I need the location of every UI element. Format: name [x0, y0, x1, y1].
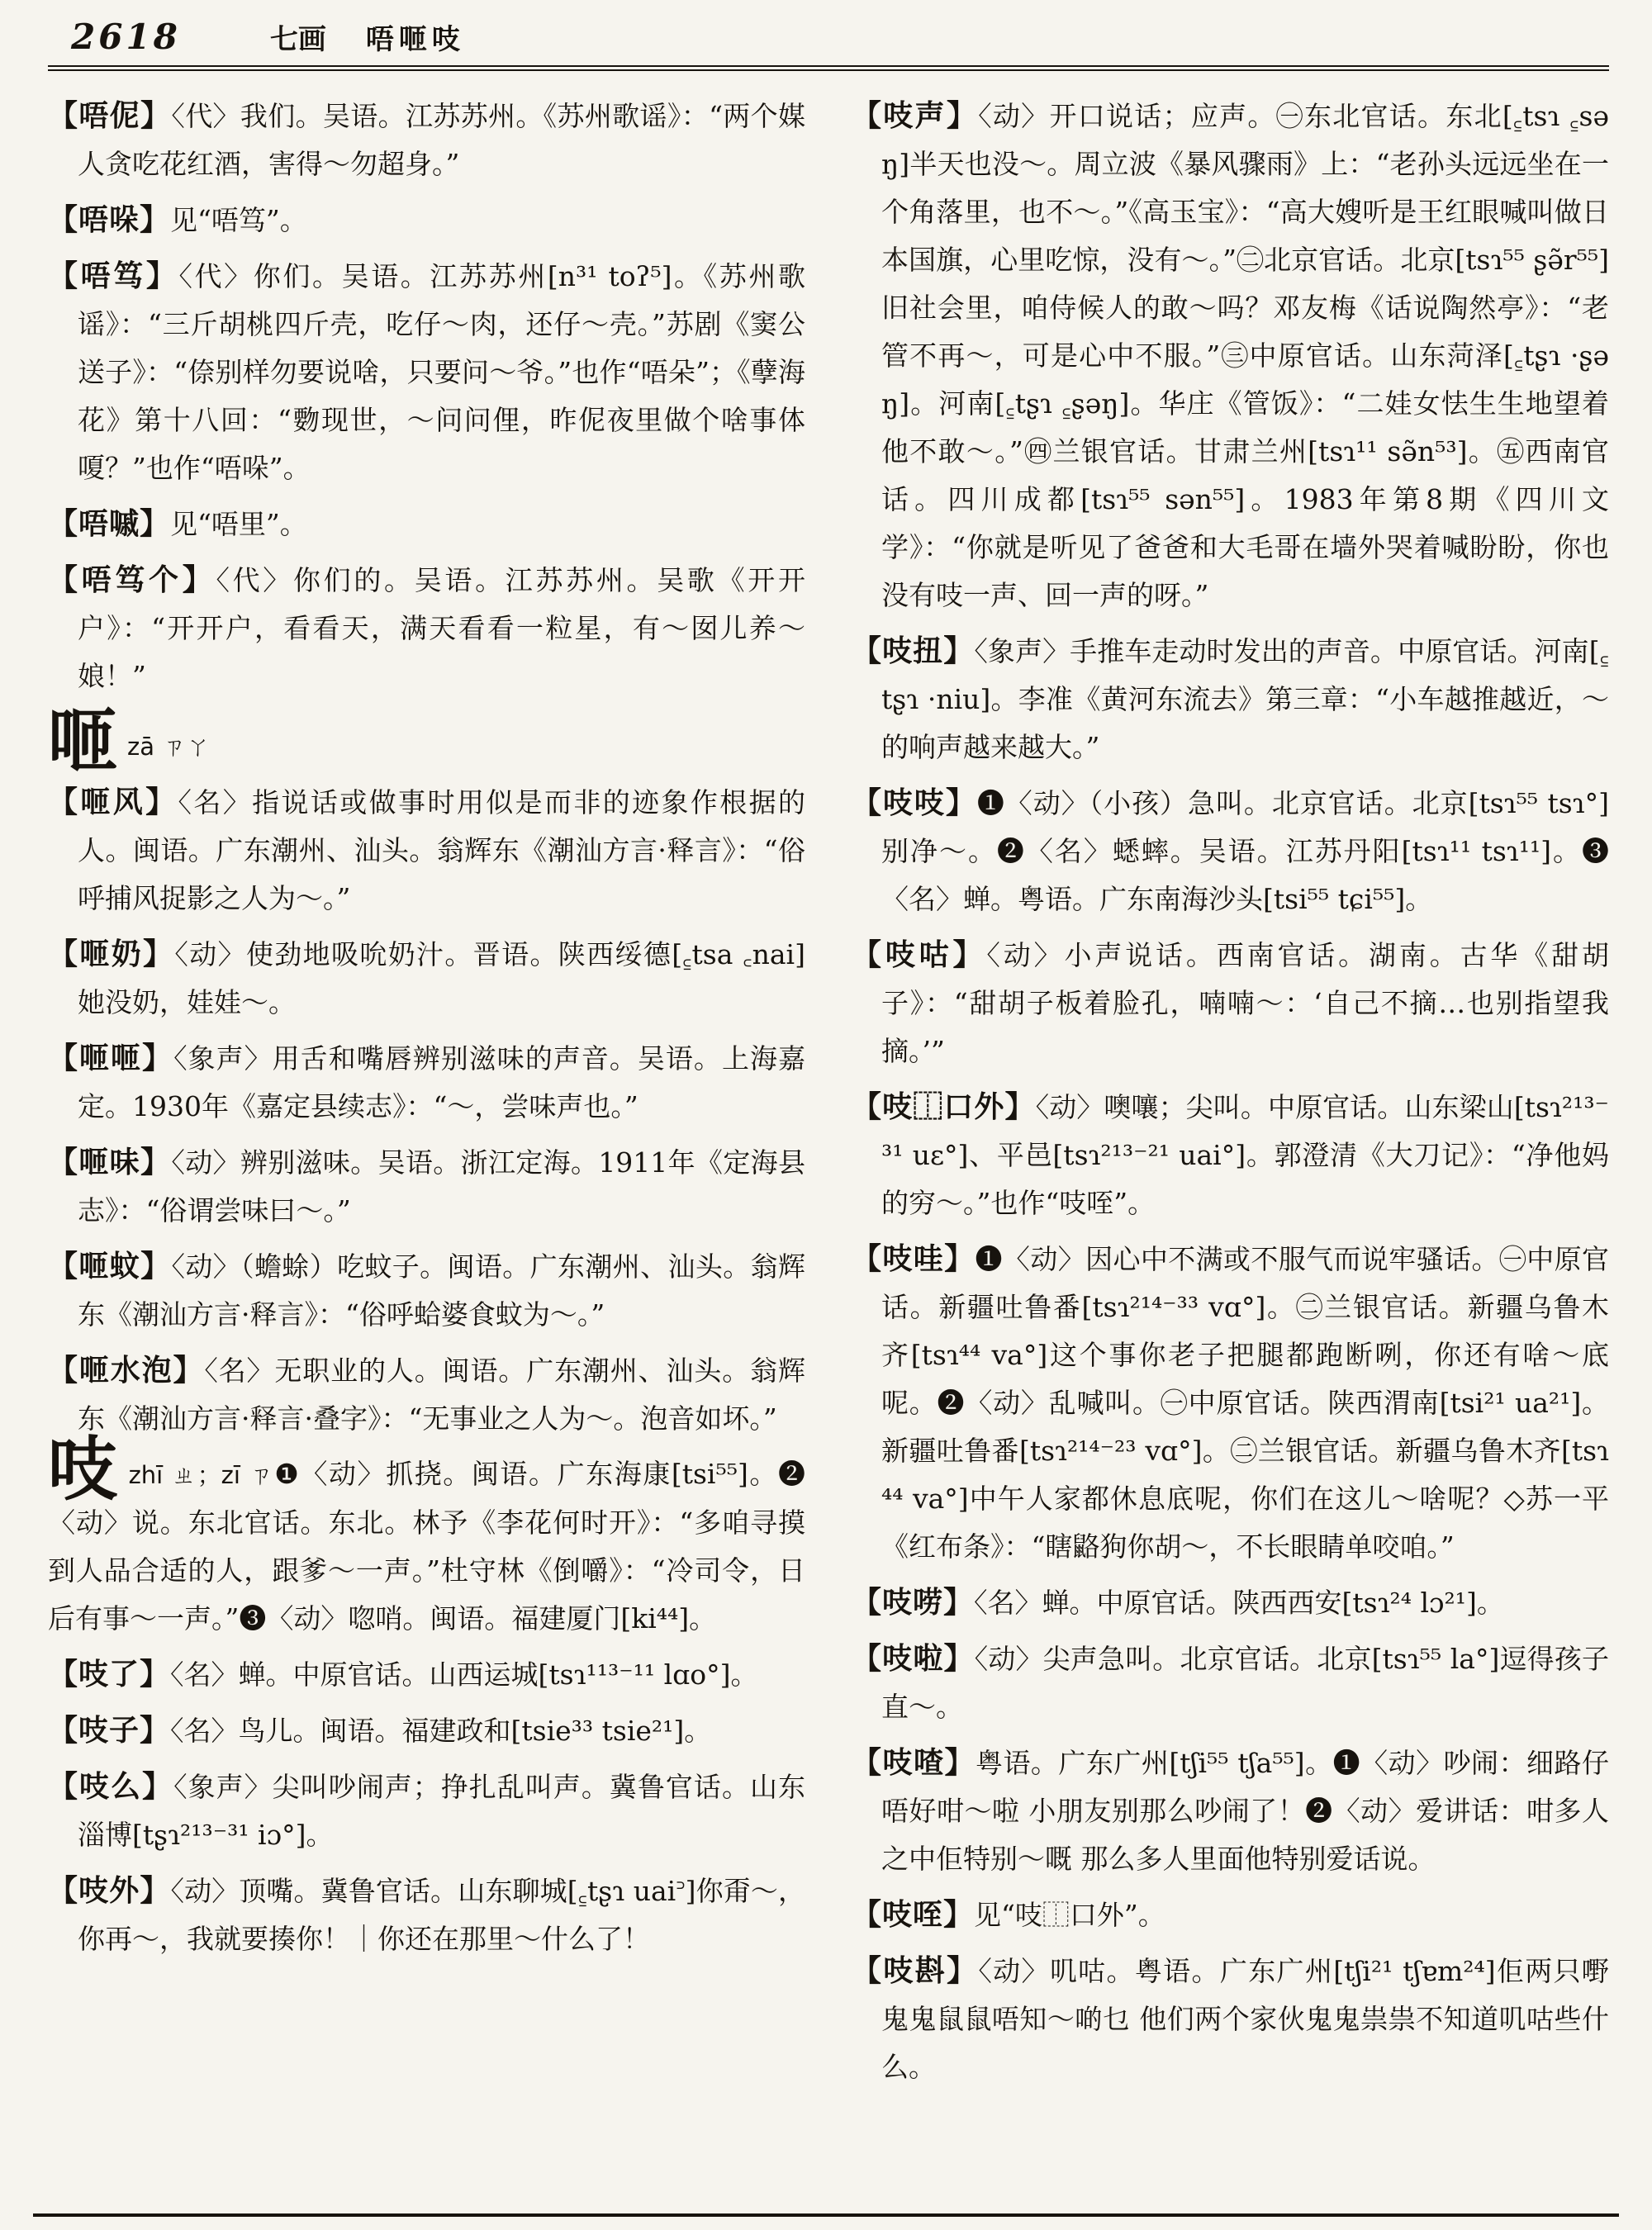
entry-headword: 【咂咂】 [48, 1041, 174, 1075]
dictionary-entry [852, 1635, 1609, 1731]
entry-body: 〈代〉我们。吴语。江苏苏州。《苏州歌谣》：“两个媒人贪吃花红酒，害得～勿超身。” [78, 100, 805, 180]
entry-body: 〈象声〉手推车走动时发出的声音。中原官话。河南[꜁tʂɿ ·niu]。李准《黄河东流去》第三章：“小车越推越近，～的响声越来越大。” [881, 635, 1609, 763]
entry-body: 粤语。广东广州[tʃi⁵⁵ tʃa⁵⁵]。❶〈动〉吵闹：细路仔唔好咁～啦 小朋友别那么吵闹了！❷〈动〉爱讲话：咁多人之中佢特别～嘅 那么多人里面他特别爱话说。 [881, 1747, 1609, 1875]
dictionary-entry [852, 931, 1609, 1075]
entry-headword: 【吱了】 [48, 1657, 171, 1691]
dictionary-entry [48, 1867, 805, 1963]
page-header [48, 12, 1609, 71]
stroke-count-label: 七画 [269, 23, 326, 56]
entry-headword: 【吱斟】 [852, 1953, 979, 1988]
page-number: 2618 [71, 17, 181, 57]
entry-body: 〈动〉叽咕。粤语。广东广州[tʃi²¹ tʃɐm²⁴]佢两只嘢鬼鬼鼠鼠唔知～啲乜 他们两个家伙鬼鬼祟祟不知道叽咕些什么。 [881, 1955, 1609, 2083]
entry-headword: 【吱唠】 [852, 1585, 975, 1620]
dictionary-entry [852, 1578, 1609, 1627]
entry-body: 〈名〉蝉。中原官话。山西运城[tsɿ¹¹³⁻¹¹ lɑo°]。 [170, 1658, 758, 1691]
entry-headword: 【吱哇】 [852, 1241, 976, 1276]
dictionary-entry [48, 196, 805, 244]
entry-headword: 【吱么】 [48, 1769, 174, 1804]
entry-headword: 【咂水泡】 [48, 1353, 205, 1388]
entry-headword: 【咂蚊】 [48, 1249, 172, 1283]
entry-headword: 【唔伲】 [48, 98, 172, 133]
dictionary-entry [48, 500, 805, 548]
dictionary-entry [852, 1947, 1609, 2091]
entry-body: 〈动〉顶嘴。冀鲁官话。山东聊城[꜁tʂɿ uai꜄]你甭～，你再～，我就要揍你！｜你还在那里～什么了！ [78, 1875, 805, 1955]
entry-headword: 【咂奶】 [48, 937, 175, 971]
entry-headword: 【吱⿰口外】 [852, 1089, 1036, 1124]
dictionary-entry [48, 1242, 805, 1339]
entry-headword: 【吱扭】 [852, 633, 975, 668]
entry-body: 〈名〉鸟儿。闽语。福建政和[tsie³³ tsie²¹]。 [170, 1715, 712, 1747]
dictionary-entry [48, 1706, 805, 1755]
dictionary-entry [48, 1346, 805, 1443]
dictionary-entry [48, 252, 805, 492]
entry-body: 〈动〉（蟾蜍）吃蚊子。闽语。广东潮州、汕头。翁辉东《潮汕方言·释言》：“俗呼蛤婆食蚊为～。” [78, 1250, 805, 1331]
two-column-body [48, 71, 1609, 2199]
entry-body: 〈象声〉用舌和嘴唇辨别滋味的声音。吴语。上海嘉定。1930年《嘉定县续志》：“～，尝味声也。” [78, 1042, 805, 1122]
entry-body: ❶〈动〉（小孩）急叫。北京官话。北京[tsɿ⁵⁵ tsɿ°]别净～。❷〈名〉蟋蟀。吴语。江苏丹阳[tsɿ¹¹ tsɿ¹¹]。❸〈名〉蝉。粤语。广东南海沙头[tsi⁵⁵ tɕi⁵⁵]。 [881, 787, 1609, 915]
dictionary-entry [48, 1034, 805, 1131]
entry-body: 〈名〉无职业的人。闽语。广东潮州、汕头。翁辉东《潮汕方言·释言·叠字》：“无事业之人为～。泡音如坏。” [78, 1355, 805, 1435]
dictionary-entry [48, 556, 805, 700]
section-character: 吱 [48, 1428, 121, 1510]
entry-headword: 【咂风】 [48, 785, 178, 819]
entry-body: 〈动〉小声说话。西南官话。湖南。古华《甜胡子》：“甜胡子板着脸孔，喃喃～：‘自己不摘…也别指望我摘。’” [881, 939, 1609, 1067]
entry-headword: 【吱声】 [852, 98, 979, 133]
entry-headword: 【吱子】 [48, 1713, 171, 1748]
dictionary-entry [852, 627, 1609, 771]
entry-headword: 【吱吱】 [852, 785, 977, 820]
section-character-pronunciation: zhī ㄓ；zī ㄗ [128, 1461, 275, 1489]
entry-headword: 【吱咥】 [852, 1897, 975, 1932]
entry-headword: 【唔嘁】 [48, 506, 171, 541]
section-headword-chars: 唔咂吱 [365, 23, 465, 56]
entry-headword: 【唔笃个】 [48, 562, 216, 597]
entry-body: 〈名〉蝉。中原官话。陕西西安[tsɿ²⁴ lɔ²¹]。 [974, 1587, 1504, 1619]
dictionary-entry [852, 1891, 1609, 1939]
left-column [48, 84, 805, 2199]
dictionary-entry [48, 1650, 805, 1699]
dictionary-entry [48, 930, 805, 1027]
dictionary-entry [48, 1763, 805, 1859]
entry-body: 〈动〉辨别滋味。吴语。浙江定海。1911年《定海县志》：“俗谓尝味曰～。” [78, 1146, 805, 1226]
entry-body: 〈象声〉尖叫吵闹声；挣扎乱叫声。冀鲁官话。山东淄博[tʂɿ²¹³⁻³¹ iɔ°]。 [78, 1771, 805, 1851]
entry-body: 〈动〉使劲地吸吮奶汁。晋语。陕西绥德[꜁tsa ꜀nai]她没奶，娃娃～。 [78, 938, 805, 1018]
entry-headword: 【咂味】 [48, 1145, 172, 1179]
entry-headword: 【吱外】 [48, 1873, 171, 1908]
section-character-pronunciation: zā ㄗㄚ [127, 733, 211, 761]
dictionary-entry [852, 1739, 1609, 1883]
entry-body: 见“唔里”。 [170, 508, 307, 540]
entry-body: ❶〈动〉因心中不满或不服气而说牢骚话。㊀中原官话。新疆吐鲁番[tsɿ²¹⁴⁻³³ vɑ°]。㊁兰银官话。新疆乌鲁木齐[tsɿ⁴⁴ va°]这个事你老子把腿都跑断咧，你还有啥～底呢。❷〈动〉乱喊叫。㊀中原官话。陕西渭南[tsi²¹ ua²¹]。新疆吐鲁番[tsɿ²¹⁴⁻²³ vɑ°]。㊁兰银官话。新疆乌鲁木齐[tsɿ⁴⁴ va°]中午人家都休息底呢，你们在这儿～啥呢？◇苏一平《红布条》：“瞎䶅狗你胡～，不长眼睛单咬咱。” [881, 1243, 1609, 1563]
entry-body: 〈代〉你们。吴语。江苏苏州[n³¹ toʔ⁵]。《苏州歌谣》：“三斤胡桃四斤壳，吃仔～肉，还仔～壳。”苏剧《窦公送子》：“倷别样勿要说啥，只要问～爷。”也作“唔朵”；《孽海花》第十八回：“覅现世，～问问俚，昨伲夜里做个啥事体嗄？”也作“唔哚”。 [78, 260, 805, 484]
entry-body: 〈动〉噢嚷；尖叫。中原官话。山东梁山[tsɿ²¹³⁻³¹ uɛ°]、平邑[tsɿ²¹³⁻²¹ uai°]。郭澄清《大刀记》：“净他妈的穷～。”也作“吱咥”。 [881, 1091, 1609, 1219]
dictionary-entry [48, 778, 805, 923]
section-character-definition: ❶〈动〉抓挠。闽语。广东海康[tsi⁵⁵]。❷〈动〉说。东北官话。东北。林予《李花何时开》：“多咱寻摸到人品合适的人，跟爹～一声。”杜守林《倒嚼》：“冷司令，日后有事～一声。”❸〈动〉唿哨。闽语。福建厦门[ki⁴⁴]。 [48, 1458, 805, 1635]
bottom-rule [33, 2213, 1619, 2217]
dictionary-entry [852, 1235, 1609, 1571]
entry-body: 〈代〉你们的。吴语。江苏苏州。吴歌《开开户》：“开开户，看看天，满天看看一粒星，有～囡儿养～娘！” [78, 564, 805, 692]
dictionary-entry [48, 92, 805, 188]
dictionary-entry [852, 1083, 1609, 1227]
entry-headword: 【唔哚】 [48, 202, 171, 237]
entry-body: 〈名〉指说话或做事时用似是而非的迹象作根据的人。闽语。广东潮州、汕头。翁辉东《潮汕方言·释言》：“俗呼捕风捉影之人为～。” [78, 786, 805, 914]
entry-body: 见“唔笃”。 [170, 204, 307, 236]
section-character: 咂 [48, 700, 120, 781]
dictionary-entry [48, 1138, 805, 1235]
entry-body: 〈动〉尖声急叫。北京官话。北京[tsɿ⁵⁵ la°]逗得孩子直～。 [881, 1643, 1609, 1723]
entry-body: 〈动〉开口说话；应声。㊀东北官话。东北[꜁tsɿ ꜁səŋ]半天也没～。周立波《暴风骤雨》上：“老孙头远远坐在一个角落里，也不～。”《高玉宝》：“高大嫂听是王红眼喊叫做日本国旗，心里吃惊，没有～。”㊁北京官话。北京[tsɿ⁵⁵ ʂə̃r⁵⁵]旧社会里，咱侍候人的敢～吗？邓友梅《话说陶然亭》：“老管不再～，可是心中不服。”㊂中原官话。山东菏泽[꜁tʂɿ ·ʂəŋ]。河南[꜁tʂɿ ꜁ʂəŋ]。华庄《管饭》：“二娃女怯生生地望着他不敢～。”㊃兰银官话。甘肃兰州[tsɿ¹¹ sə̃n⁵³]。㊄西南官话。四川成都[tsɿ⁵⁵ sən⁵⁵]。1983年第8期《四川文学》：“你就是听见了爸爸和大毛哥在墙外哭着喊盼盼，你也没有吱一声、回一声的呀。” [881, 100, 1609, 611]
entry-headword: 【吱喳】 [852, 1745, 976, 1780]
entry-headword: 【唔笃】 [48, 259, 179, 293]
entry-body: 见“吱⿰口外”。 [974, 1899, 1165, 1931]
right-column [852, 84, 1609, 2199]
section-character-head [48, 700, 805, 781]
entry-headword: 【吱啦】 [852, 1641, 975, 1676]
entry-headword: 【吱咕】 [852, 937, 987, 972]
dictionary-entry [852, 92, 1609, 619]
section-character-head [48, 1428, 805, 1643]
dictionary-entry [852, 779, 1609, 923]
